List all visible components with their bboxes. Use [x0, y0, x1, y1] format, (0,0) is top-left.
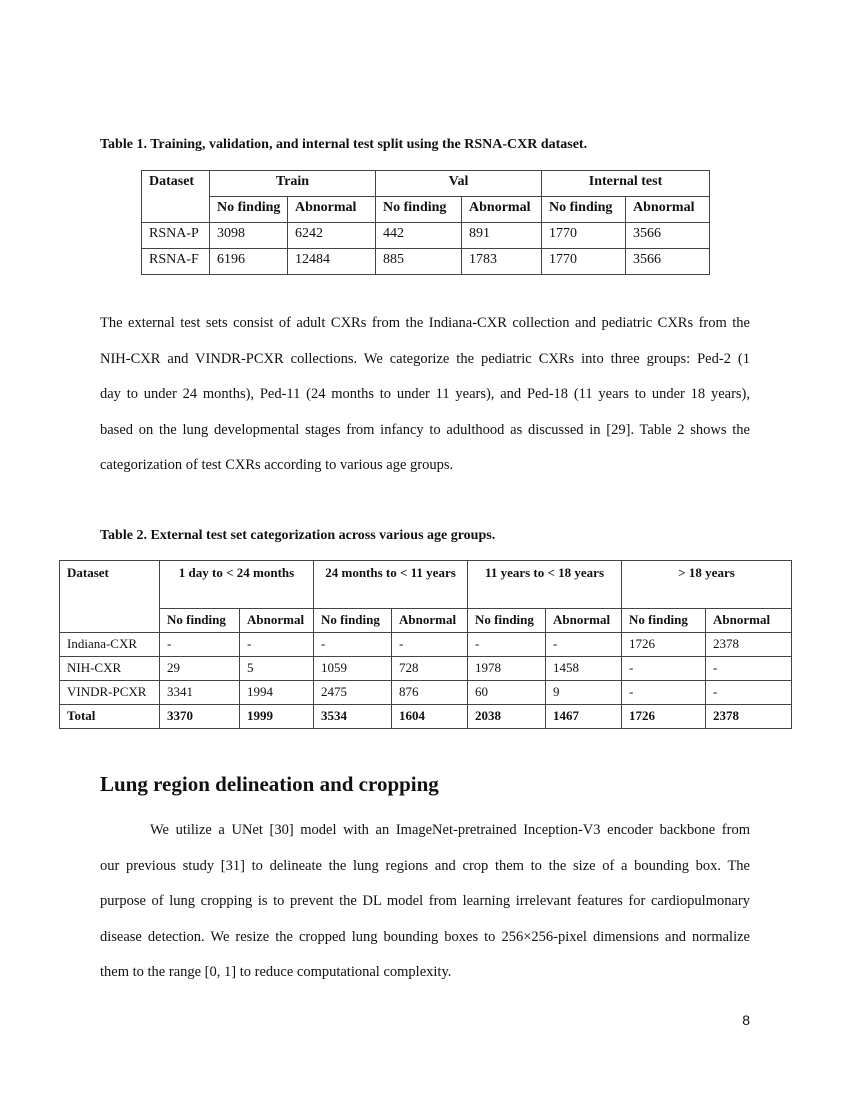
table2-cell: -	[622, 681, 706, 705]
section-paragraph	[100, 813, 750, 991]
table1-caption: Table 1. Training, validation, and internal test split using the RSNA-CXR dataset.	[100, 137, 588, 152]
table2-cell: 1978	[468, 657, 546, 681]
table2-total-cell: 1467	[546, 705, 622, 729]
table2-subheader: Abnormal	[240, 609, 314, 633]
table1-header-dataset: Dataset	[142, 171, 210, 223]
table2-subheader: No finding	[314, 609, 392, 633]
table2-total-cell: 1604	[392, 705, 468, 729]
table-row	[60, 633, 792, 657]
table2-cell: -	[546, 633, 622, 657]
table1-cell: 6242	[288, 223, 376, 249]
table2-cell: 1458	[546, 657, 622, 681]
table2-subheader: Abnormal	[546, 609, 622, 633]
table2-total-cell: 1999	[240, 705, 314, 729]
table1-header-group: Val	[376, 171, 542, 197]
table2-cell: 1059	[314, 657, 392, 681]
table2-cell: 29	[160, 657, 240, 681]
table2-cell: -	[468, 633, 546, 657]
table-row	[142, 223, 710, 249]
table2-total-cell: 3370	[160, 705, 240, 729]
paragraph-line: categorization of test CXRs according to various age groups.	[100, 457, 454, 473]
paragraph-line: based on the lung developmental stages from infancy to adulthood as discussed in [29]. Table 2 shows the	[100, 421, 750, 438]
table2-row-label: Indiana-CXR	[60, 633, 160, 657]
table1-cell: 1770	[542, 249, 626, 275]
table1-subheader: Abnormal	[626, 197, 710, 223]
table1-cell: 885	[376, 249, 462, 275]
table1-cell: 12484	[288, 249, 376, 275]
table2-subheader: Abnormal	[706, 609, 792, 633]
table2-cell: 728	[392, 657, 468, 681]
table1-subheader: Abnormal	[288, 197, 376, 223]
table2-cell: 60	[468, 681, 546, 705]
table1-header-group: Internal test	[542, 171, 710, 197]
table-total-row	[60, 705, 792, 729]
table2-cell: -	[706, 657, 792, 681]
table1-subheader: Abnormal	[462, 197, 542, 223]
table2-total-label: Total	[60, 705, 160, 729]
table1	[141, 170, 710, 275]
table2-total-cell: 2378	[706, 705, 792, 729]
table2-caption: Table 2. External test set categorization across various age groups.	[100, 528, 496, 543]
table1-row-label: RSNA-P	[142, 223, 210, 249]
table2-cell: -	[314, 633, 392, 657]
table2-cell: 2475	[314, 681, 392, 705]
paragraph-line: NIH-CXR and VINDR-PCXR collections. We categorize the pediatric CXRs into three groups: Ped-2 (1	[100, 350, 750, 367]
table2-row-label: VINDR-PCXR	[60, 681, 160, 705]
table1-cell: 442	[376, 223, 462, 249]
paragraph-line: We utilize a UNet [30] model with an ImageNet-pretrained Inception-V3 encoder backbone from	[150, 822, 750, 838]
table2-cell: 3341	[160, 681, 240, 705]
table2-cell: -	[160, 633, 240, 657]
table1-cell: 3098	[210, 223, 288, 249]
table2-subheader: Abnormal	[392, 609, 468, 633]
table1-subheader: No finding	[376, 197, 462, 223]
table-row	[60, 681, 792, 705]
table2-cell: -	[392, 633, 468, 657]
table1-header-group: Train	[210, 171, 376, 197]
table1-subheader: No finding	[210, 197, 288, 223]
table2-cell: 1994	[240, 681, 314, 705]
table2-total-cell: 3534	[314, 705, 392, 729]
table1-header-row	[142, 171, 710, 197]
table1-subheader: No finding	[542, 197, 626, 223]
table2-cell: 1726	[622, 633, 706, 657]
table2-subheader-row	[60, 609, 792, 633]
paragraph-line: The external test sets consist of adult CXRs from the Indiana-CXR collection and pediatric CXRs from the	[100, 315, 750, 331]
table1-cell: 891	[462, 223, 542, 249]
table2-cell: 5	[240, 657, 314, 681]
table2	[59, 560, 792, 729]
table1-cell: 1770	[542, 223, 626, 249]
paragraph-line: them to the range [0, 1] to reduce computational complexity.	[100, 964, 452, 980]
table2-cell: 2378	[706, 633, 792, 657]
paragraph-line: disease detection. We resize the cropped lung bounding boxes to 256×256-pixel dimensions and normalize	[100, 928, 750, 945]
paragraph-line: day to under 24 months), Ped-11 (24 months to under 11 years), and Ped-18 (11 years to under 18 years),	[100, 386, 750, 402]
table1-subheader-row	[142, 197, 710, 223]
table2-header-group: 11 years to < 18 years	[468, 561, 622, 609]
table2-subheader: No finding	[622, 609, 706, 633]
table2-subheader: No finding	[468, 609, 546, 633]
table2-cell: -	[240, 633, 314, 657]
table2-header-dataset: Dataset	[60, 561, 160, 633]
table2-cell: 9	[546, 681, 622, 705]
table2-cell: 876	[392, 681, 468, 705]
table-row	[142, 249, 710, 275]
table2-subheader: No finding	[160, 609, 240, 633]
table2-header-group: 1 day to < 24 months	[160, 561, 314, 609]
table-row	[60, 657, 792, 681]
section-heading: Lung region delineation and cropping	[100, 772, 439, 796]
table2-header-group: 24 months to < 11 years	[314, 561, 468, 609]
table2-cell: -	[622, 657, 706, 681]
table1-cell: 1783	[462, 249, 542, 275]
table1-cell: 3566	[626, 223, 710, 249]
page-number: 8	[742, 1012, 750, 1028]
table2-cell: -	[706, 681, 792, 705]
table2-header-row	[60, 561, 792, 609]
table2-row-label: NIH-CXR	[60, 657, 160, 681]
paragraph-line: our previous study [31] to delineate the lung regions and crop them to the size of a bounding box. The	[100, 857, 750, 874]
table1-cell: 6196	[210, 249, 288, 275]
table2-total-cell: 1726	[622, 705, 706, 729]
body-paragraph	[100, 306, 750, 484]
table1-cell: 3566	[626, 249, 710, 275]
table2-header-group: > 18 years	[622, 561, 792, 609]
table2-total-cell: 2038	[468, 705, 546, 729]
table1-row-label: RSNA-F	[142, 249, 210, 275]
paragraph-line: purpose of lung cropping is to prevent the DL model from learning irrelevant features for cardiopulmonary	[100, 893, 750, 909]
